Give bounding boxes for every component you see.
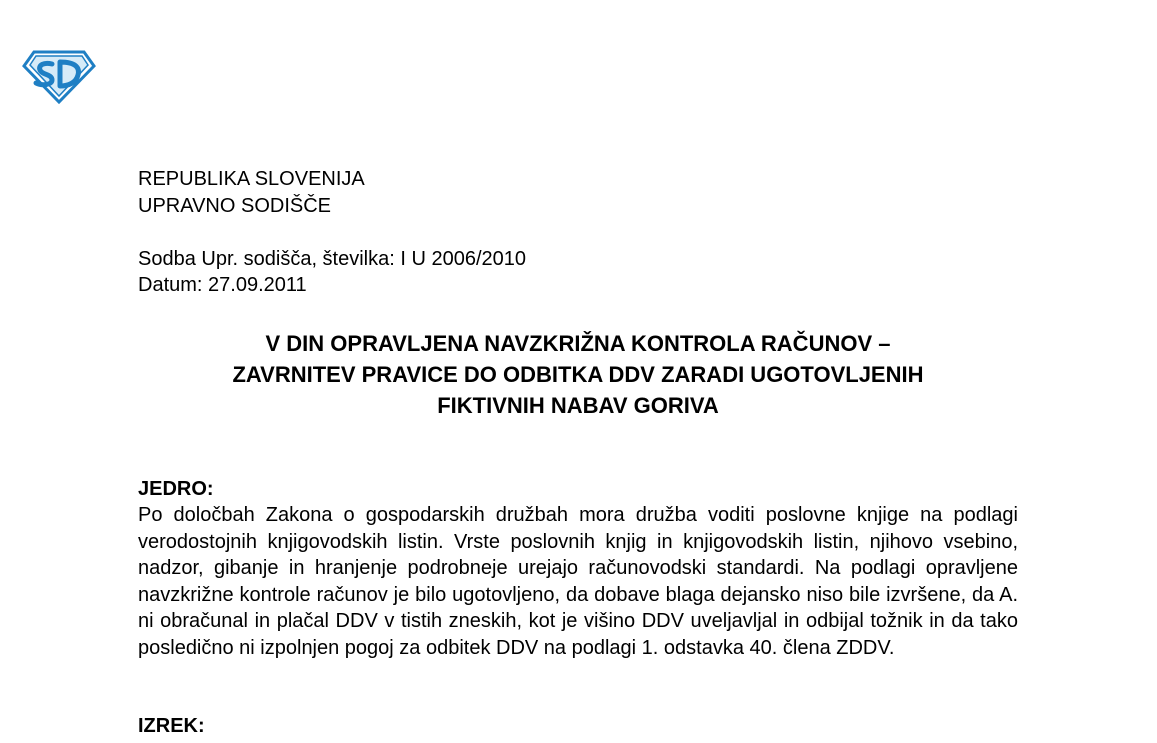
sd-diamond-logo-icon <box>22 50 96 104</box>
izrek-heading: IZREK: <box>138 715 205 737</box>
title-line-3: FIKTIVNIH NABAV GORIVA <box>437 393 719 418</box>
title-line-1: V DIN OPRAVLJENA NAVZKRIŽNA KONTROLA RAČUNOV – <box>265 331 891 356</box>
judgment-date: Datum: 27.09.2011 <box>138 274 307 296</box>
sd-logo <box>22 50 96 104</box>
title-line-2: ZAVRNITEV PRAVICE DO ODBITKA DDV ZARADI UGOTOVLJENIH <box>232 362 924 387</box>
header-country: REPUBLIKA SLOVENIJA <box>138 168 365 190</box>
judgment-meta <box>138 246 526 298</box>
header-court: UPRAVNO SODIŠČE <box>138 195 331 217</box>
document-title <box>138 328 1018 421</box>
case-number: Sodba Upr. sodišča, številka: I U 2006/2010 <box>138 248 527 270</box>
jedro-paragraph: Po določbah Zakona o gospodarskih družbah mora družba voditi poslovne knjige na podlagi verodostojnih knjigovodskih listin. Vrste poslovnih knjig in knjigovodskih listin, njihovo vsebino, nadzor, gibanje in hranjenje podrobneje urejajo računovodski standardi. Na podlagi opravljene navzkrižne kontrole računov je bilo ugotovljeno, da dobave blaga dejansko niso bile izvršene, da A. ni obračunal in plačal DDV v tistih zneskih, kot je višino DDV uveljavljal in odbijal tožnik in da tako posledično ni izpolnjen pogoj za odbitek DDV na podlagi 1. odstavka 40. člena ZDDV. <box>138 504 1018 659</box>
court-header <box>138 166 365 220</box>
jedro-heading: JEDRO: <box>138 478 214 500</box>
